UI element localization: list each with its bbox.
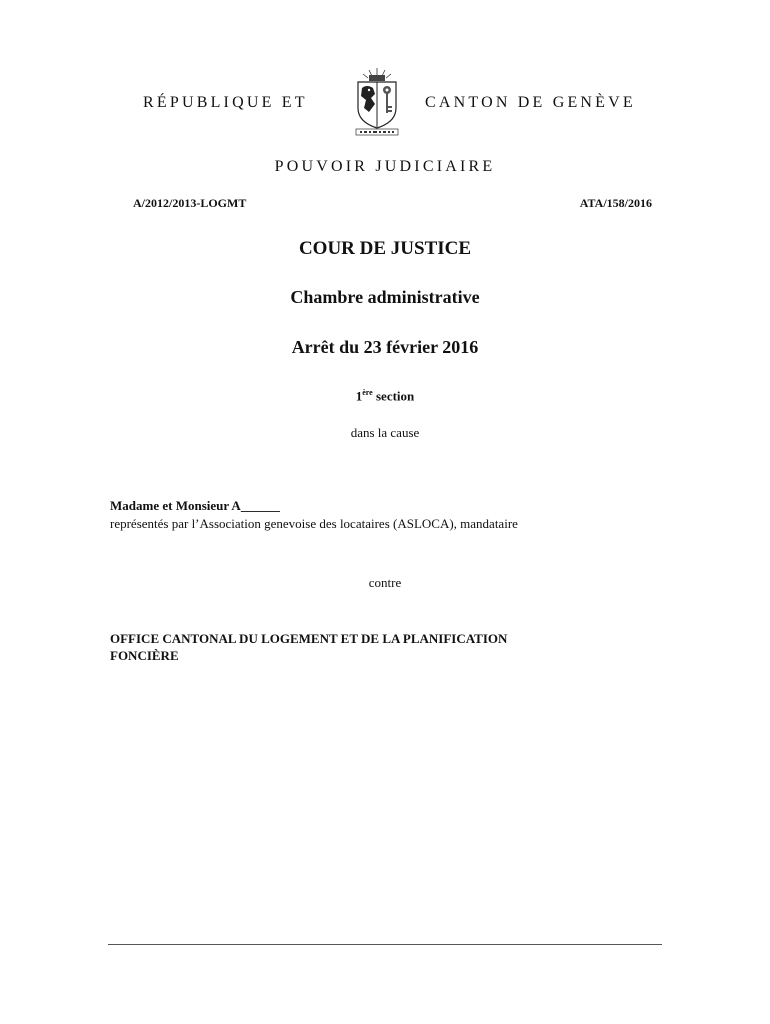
applicant-representation: représentés par l’Association genevoise des locataires (ASLOCA), mandataire	[110, 516, 518, 531]
respondent-line-2: FONCIÈRE	[110, 648, 179, 663]
case-number: A/2012/2013-LOGMT	[133, 196, 247, 210]
section-label	[0, 388, 770, 404]
geneva-coat-of-arms-icon	[353, 66, 401, 136]
respondent-name	[110, 630, 630, 664]
applicant-name: Madame et Monsieur A______	[110, 498, 280, 513]
section-ordinal-suffix: ère	[362, 388, 373, 397]
header-canton: CANTON DE GENÈVE	[425, 94, 636, 111]
judgment-date: Arrêt du 23 février 2016	[291, 337, 479, 357]
decision-number: ATA/158/2016	[579, 196, 652, 210]
respondent-line-1: OFFICE CANTONAL DU LOGEMENT ET DE LA PLANIFICATION	[110, 631, 508, 646]
header-republique: RÉPUBLIQUE ET	[143, 94, 308, 111]
section-number: 1	[355, 388, 363, 404]
cause-label: dans la cause	[350, 425, 420, 440]
authority-heading: POUVOIR JUDICIAIRE	[274, 158, 496, 175]
footer-divider	[108, 944, 662, 945]
court-title: COUR DE JUSTICE	[298, 238, 472, 259]
chamber-title: Chambre administrative	[290, 287, 480, 307]
section-word: section	[372, 388, 415, 404]
versus-label: contre	[368, 575, 402, 590]
